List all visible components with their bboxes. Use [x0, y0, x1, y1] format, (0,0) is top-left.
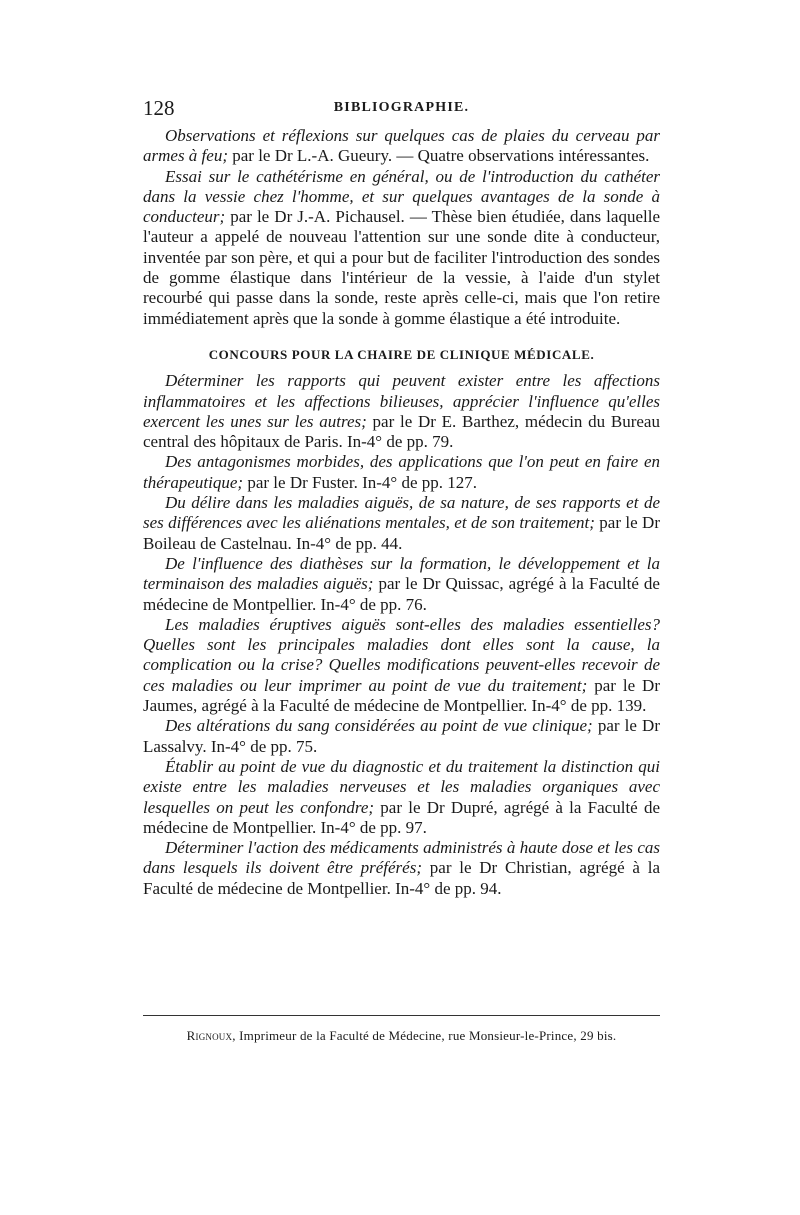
entries-after: [143, 371, 660, 899]
bibliography-entry: [143, 493, 660, 554]
page-number: 128: [143, 96, 175, 120]
printer-name: Rignoux: [186, 1028, 233, 1043]
entry-title: Essai sur le cathétérisme en général, ou de l'introduction du cathéter dans la vessie chez l'homme, et sur quelques avantages de la sonde à conducteur;: [143, 166, 660, 227]
entry-title: Des altérations du sang considérées au point de vue clinique;: [165, 716, 593, 736]
entry-title: Du délire dans les maladies aiguës, de sa nature, de ses rapports et de ses différences avec les aliénations mentales, et de son traitement;: [143, 493, 660, 533]
bibliography-entry: [143, 126, 660, 167]
entry-details: par le Dr Fuster. In-4° de pp. 127.: [243, 472, 477, 492]
bibliography-entry: [143, 167, 660, 329]
page-body: [143, 126, 660, 899]
entry-details: par le Dr Christian, agrégé à la Faculté de médecine de Montpellier. In-4° de pp. 94.: [143, 858, 660, 898]
bibliography-entry: [143, 716, 660, 757]
section-heading: CONCOURS POUR LA CHAIRE DE CLINIQUE MÉDICALE.: [208, 346, 595, 362]
footer-rule: [143, 1015, 660, 1016]
entry-details: par le Dr J.-A. Pichausel. — Thèse bien étudiée, dans laquelle l'auteur a appelé de nouveau l'attention sur une sonde dite à conducteur, inventée par son père, et qui a pour but de faciliter l'introduction des sondes de gomme élastique dans l'intérieur de la vessie, à l'aide d'un stylet recourbé qui passe dans la sonde, reste après celle-ci, mais que l'on retire immédiatement après que la sonde à gomme élastique a été introduite.: [143, 207, 660, 328]
entry-title: Les maladies éruptives aiguës sont-elles des maladies essentielles? Quelles sont les principales maladies dont elles sont la cause, la complication ou la crise? Quelles modifications peuvent-elles recevoir de ces maladies ou leur imprimer au point de vue du traitement;: [143, 614, 660, 695]
entry-details: par le Dr Lassalvy. In-4° de pp. 75.: [143, 716, 660, 756]
entry-details: par le Dr Boileau de Castelnau. In-4° de pp. 44.: [143, 513, 660, 553]
entry-details: par le Dr Quissac, agrégé à la Faculté de médecine de Montpellier. In-4° de pp. 76.: [143, 574, 660, 614]
printer-address: , Imprimeur de la Faculté de Médecine, rue Monsieur-le-Prince, 29 bis.: [232, 1028, 617, 1043]
entry-title: Des antagonismes morbides, des applications que l'on peut en faire en thérapeutique;: [143, 452, 660, 492]
entry-title: Établir au point de vue du diagnostic et du traitement la distinction qui existe entre les maladies nerveuses et les maladies organiques avec lesquelles on peut les confondre;: [143, 756, 660, 817]
entry-title: Déterminer l'action des médicaments administrés à haute dose et les cas dans lesquels ils doivent être préférés;: [143, 838, 660, 878]
entry-details: par le Dr Dupré, agrégé à la Faculté de médecine de Montpellier. In-4° de pp. 97.: [143, 797, 660, 837]
entry-title: Observations et réflexions sur quelques cas de plaies du cerveau par armes à feu;: [143, 126, 660, 166]
page-header: [143, 96, 660, 122]
bibliography-entry: [143, 838, 660, 899]
bibliography-entry: [143, 554, 660, 615]
bibliography-entry: [143, 452, 660, 493]
bibliography-entry: [143, 371, 660, 452]
running-head: BIBLIOGRAPHIE.: [333, 100, 470, 115]
entries-before: [143, 126, 660, 329]
bibliography-entry: [143, 615, 660, 716]
entry-title: Déterminer les rapports qui peuvent exister entre les affections inflammatoires et les affections bilieuses, apprécier l'influence qu'elles exercent les unes sur les autres;: [143, 371, 660, 431]
entry-details: par le Dr E. Barthez, médecin du Bureau central des hôpitaux de Paris. In-4° de pp. 79.: [143, 411, 660, 452]
entry-details: par le Dr L.-A. Gueury. — Quatre observations intéressantes.: [227, 146, 650, 166]
entry-title: De l'influence des diathèses sur la formation, le développement et la terminaison des maladies aiguës;: [143, 553, 660, 594]
entry-details: par le Dr Jaumes, agrégé à la Faculté de médecine de Montpellier. In-4° de pp. 139.: [143, 675, 660, 716]
bibliography-entry: [143, 757, 660, 838]
printer-imprint: [143, 1028, 660, 1044]
